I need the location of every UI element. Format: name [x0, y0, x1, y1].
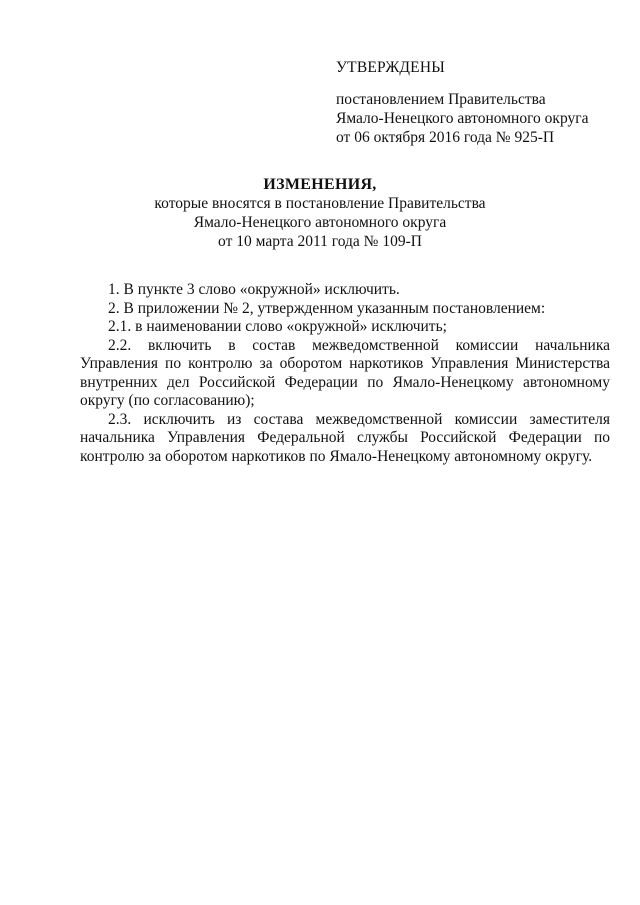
title-line-3: от 10 марта 2011 года № 109-П — [218, 233, 422, 250]
document-title: ИЗМЕНЕНИЯ, — [263, 176, 377, 193]
approval-line-3: от 06 октября 2016 года № 925-П — [336, 129, 555, 146]
paragraph-2-2: 2.2. включить в состав межведомственной комиссии начальника Управления по контролю за оборотом наркотиков Управления Министерства внутренних дел Российской Федерации по Ямало-Ненецкому автономному округу (по согласованию); — [80, 336, 610, 409]
approval-heading: УТВЕРЖДЕНЫ — [336, 59, 445, 76]
document-title-block — [0, 175, 640, 251]
paragraph-2-3: 2.3. исключить из состава межведомственной комиссии заместителя начальника Управления Федеральной службы Российской Федерации по контролю за оборотом наркотиков по Ямало-Ненецкому автономному округу. — [80, 410, 610, 465]
title-line-1: которые вносятся в постановление Правительства — [154, 195, 486, 212]
paragraph-2: 2. В приложении № 2, утвержденном указанным постановлением: — [108, 299, 546, 317]
paragraph-2-1: 2.1. в наименовании слово «окружной» исключить; — [108, 318, 447, 335]
title-line-2: Ямало-Ненецкого автономного округа — [193, 214, 447, 231]
approval-line-1: постановлением Правительства — [336, 91, 546, 108]
approval-stamp — [336, 58, 616, 147]
approval-line-2: Ямало-Ненецкого автономного округа — [336, 110, 589, 127]
document-body — [80, 281, 610, 466]
paragraph-1: 1. В пункте 3 слово «окружной» исключить. — [108, 281, 400, 298]
